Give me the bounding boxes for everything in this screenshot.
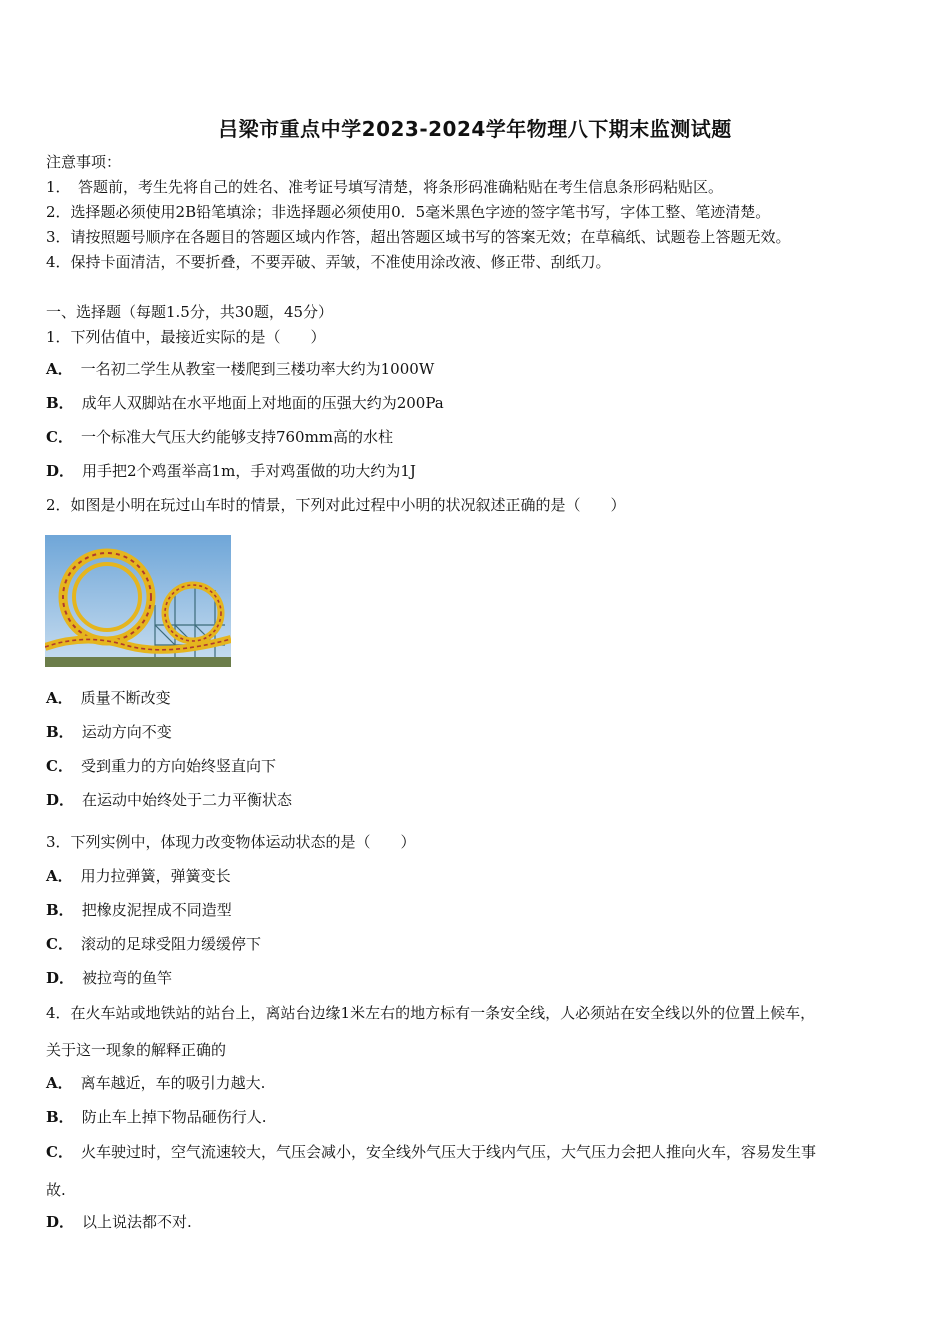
q3-option-c xyxy=(46,934,261,954)
q1-option-a xyxy=(46,359,434,379)
question-4-stem-cont: 关于这一现象的解释正确的 xyxy=(46,1041,227,1059)
option-text: 受到重力的方向始终竖直向下 xyxy=(80,757,276,775)
question-4-stem: 4．在火车站或地铁站的站台上，离站台边缘1米左右的地方标有一条安全线，人必须站在安全线以外的位置上候车， xyxy=(46,1004,816,1022)
option-letter: B． xyxy=(46,1108,74,1126)
option-letter: A． xyxy=(46,689,73,707)
option-letter: D． xyxy=(46,791,75,809)
option-text: 被拉弯的鱼竿 xyxy=(82,969,173,987)
q2-option-b xyxy=(46,722,172,742)
page-title: 吕梁市重点中学2023-2024学年物理八下期末监测试题 xyxy=(218,117,732,141)
question-3-stem: 3．下列实例中，体现力改变物体运动状态的是（ ） xyxy=(46,833,416,851)
q1-option-b xyxy=(46,393,444,413)
q3-option-a xyxy=(46,866,231,886)
option-letter: B． xyxy=(46,723,74,741)
q2-option-d xyxy=(46,790,292,810)
q4-option-a xyxy=(46,1073,265,1093)
notice-item: 1． 答题前，考生先将自己的姓名、准考证号填写清楚，将条形码准确粘贴在考生信息条形码粘贴区。 xyxy=(46,178,724,196)
option-letter: C． xyxy=(46,757,73,775)
option-letter: B． xyxy=(46,901,74,919)
option-letter: D． xyxy=(46,969,75,987)
option-text: 用力拉弹簧，弹簧变长 xyxy=(80,867,231,885)
option-letter: D． xyxy=(46,1213,75,1231)
roller-coaster-photo xyxy=(45,535,231,667)
option-text: 以上说法都不对. xyxy=(82,1213,192,1231)
q4-option-c-cont: 故. xyxy=(46,1181,66,1199)
q4-option-c xyxy=(46,1142,816,1162)
option-letter: A． xyxy=(46,1074,73,1092)
q1-option-c xyxy=(46,427,393,447)
notice-item: 3．请按照题号顺序在各题目的答题区域内作答，超出答题区域书写的答案无效；在草稿纸、试题卷上答题无效。 xyxy=(46,228,791,246)
option-text: 用手把2个鸡蛋举高1m，手对鸡蛋做的功大约为1J xyxy=(82,462,416,480)
option-letter: C． xyxy=(46,1143,73,1161)
option-text: 质量不断改变 xyxy=(80,689,171,707)
section-heading: 一、选择题（每题1.5分，共30题，45分） xyxy=(46,303,334,321)
q4-option-b xyxy=(46,1107,266,1127)
option-text: 把橡皮泥捏成不同造型 xyxy=(81,901,232,919)
option-letter: D． xyxy=(46,462,75,480)
option-text: 一个标准大气压大约能够支持760mm高的水柱 xyxy=(80,428,394,446)
option-text: 成年人双脚站在水平地面上对地面的压强大约为200Pa xyxy=(81,394,444,412)
question-2-stem: 2．如图是小明在玩过山车时的情景，下列对此过程中小明的状况叙述正确的是（ ） xyxy=(46,496,626,514)
q2-option-c xyxy=(46,756,276,776)
option-text: 运动方向不变 xyxy=(81,723,172,741)
question-1-stem: 1．下列估值中，最接近实际的是（ ） xyxy=(46,328,326,346)
notice-item: 4．保持卡面清洁，不要折叠，不要弄破、弄皱，不准使用涂改液、修正带、刮纸刀。 xyxy=(46,253,611,271)
option-text: 离车越近，车的吸引力越大. xyxy=(80,1074,266,1092)
q3-option-d xyxy=(46,968,172,988)
option-letter: B． xyxy=(46,394,74,412)
option-text: 火车驶过时，空气流速较大，气压会减小，安全线外气压大于线内气压，大气压力会把人推向火车，容易发生事 xyxy=(80,1143,816,1161)
option-letter: C． xyxy=(46,428,73,446)
q1-option-d xyxy=(46,461,416,481)
q4-option-d xyxy=(46,1212,192,1232)
q3-option-b xyxy=(46,900,232,920)
q2-option-a xyxy=(46,688,171,708)
option-letter: A． xyxy=(46,360,73,378)
option-text: 一名初二学生从教室一楼爬到三楼功率大约为1000W xyxy=(80,360,435,378)
notice-item: 2．选择题必须使用2B铅笔填涂；非选择题必须使用0．5毫米黑色字迹的签字笔书写，字体工整、笔迹清楚。 xyxy=(46,203,771,221)
option-text: 在运动中始终处于二力平衡状态 xyxy=(82,791,293,809)
option-letter: A． xyxy=(46,867,73,885)
option-text: 滚动的足球受阻力缓缓停下 xyxy=(80,935,261,953)
notice-heading: 注意事项： xyxy=(46,153,122,171)
option-text: 防止车上掉下物品砸伤行人. xyxy=(81,1108,267,1126)
option-letter: C． xyxy=(46,935,73,953)
